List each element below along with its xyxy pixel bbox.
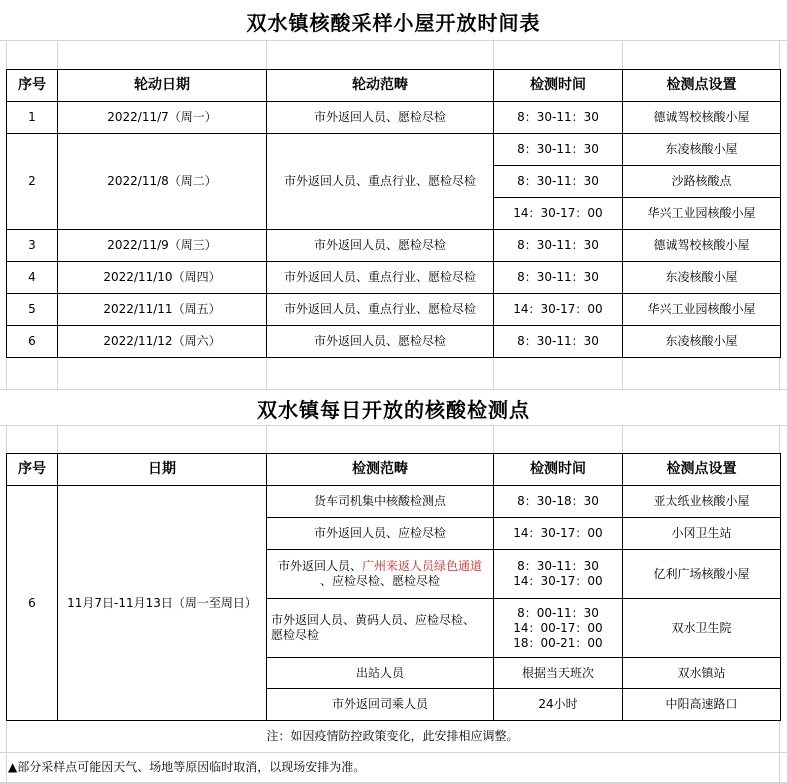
row-number: 3 — [28, 238, 36, 252]
header-cell-scope[interactable] — [267, 454, 494, 486]
scope-text: 市外返回人员、愿检尽检 — [313, 238, 446, 252]
cell-date[interactable] — [58, 134, 267, 230]
table-row — [7, 102, 781, 134]
cell-site[interactable] — [623, 166, 781, 198]
cell-time[interactable] — [494, 198, 623, 230]
header-label: 检测时间 — [530, 461, 586, 477]
cell-date[interactable] — [58, 102, 267, 134]
cell-time[interactable] — [494, 486, 623, 518]
cell-site[interactable] — [623, 326, 781, 358]
site-text: 德诚驾校核酸小屋 — [653, 110, 750, 124]
header-cell-no[interactable] — [7, 454, 58, 486]
header-label: 序号 — [18, 77, 46, 93]
row-number: 5 — [28, 302, 36, 316]
cell-site[interactable] — [623, 102, 781, 134]
cell-scope[interactable] — [267, 518, 494, 550]
header-cell-no[interactable] — [7, 70, 58, 102]
cell-site[interactable] — [623, 518, 781, 550]
cell-scope[interactable] — [267, 326, 494, 358]
site-text: 华兴工业园核酸小屋 — [647, 302, 756, 316]
cell-scope[interactable] — [267, 230, 494, 262]
cell-time[interactable] — [494, 518, 623, 550]
cell-no[interactable] — [7, 486, 58, 721]
scope-text: 市外返回人员、 — [277, 559, 362, 573]
header-label: 轮动日期 — [134, 77, 190, 93]
cell-date[interactable] — [58, 486, 267, 721]
row-number: 1 — [28, 110, 36, 124]
cell-site[interactable] — [623, 599, 781, 658]
cell-site[interactable] — [623, 134, 781, 166]
table-row — [7, 230, 781, 262]
scope-text: 出站人员 — [355, 665, 404, 680]
row-number: 6 — [28, 595, 36, 610]
date-text: 2022/11/8（周二） — [107, 174, 217, 188]
table-row — [7, 134, 781, 166]
cell-no[interactable] — [7, 262, 58, 294]
scope-text: 、应检尽检、愿检尽检 — [319, 574, 440, 588]
header-cell-site[interactable] — [623, 454, 781, 486]
row-number: 2 — [28, 174, 36, 188]
cell-scope[interactable] — [267, 658, 494, 689]
cell-scope[interactable] — [267, 294, 494, 326]
cell-site[interactable] — [623, 689, 781, 721]
scope-text: 市外返回人员、愿检尽检 — [313, 334, 446, 348]
cell-no[interactable] — [7, 102, 58, 134]
page-title[interactable]: 双水镇核酸采样小屋开放时间表 — [246, 11, 541, 35]
cell-date[interactable] — [58, 326, 267, 358]
scope-text: 市外返回人员、重点行业、愿检尽检 — [283, 270, 476, 284]
row-number: 4 — [28, 270, 36, 284]
date-text: 2022/11/9（周三） — [107, 238, 217, 252]
cell-time[interactable] — [494, 262, 623, 294]
site-text: 双水卫生院 — [671, 620, 732, 635]
cell-scope[interactable] — [267, 134, 494, 230]
cell-site[interactable] — [623, 230, 781, 262]
cell-no[interactable] — [7, 134, 58, 230]
site-text: 亿利广场核酸小屋 — [653, 566, 750, 581]
header-label: 检测点设置 — [666, 461, 737, 477]
cell-time[interactable] — [494, 599, 623, 658]
time-text: 8：30-11：30 — [517, 238, 599, 252]
daily-testing-sites-table — [6, 453, 781, 721]
time-text: 8：30-18：30 — [517, 494, 599, 508]
cell-site[interactable] — [623, 486, 781, 518]
cell-scope[interactable] — [267, 262, 494, 294]
cell-time[interactable] — [494, 102, 623, 134]
time-text: 14：30-17：00 — [513, 302, 603, 316]
cell-time[interactable] — [494, 166, 623, 198]
table-row — [7, 326, 781, 358]
time-text: 根据当天班次 — [521, 665, 594, 680]
site-text: 双水镇站 — [677, 665, 726, 680]
time-text: 8：30-11：30 — [517, 270, 599, 284]
header-label: 检测点设置 — [666, 77, 737, 93]
row-number: 6 — [28, 334, 36, 348]
time-text: 14：30-17：00 — [513, 206, 603, 220]
cell-time[interactable] — [494, 134, 623, 166]
cell-site[interactable] — [623, 294, 781, 326]
scope-text: 市外返回人员、重点行业、愿检尽检 — [283, 302, 476, 316]
cell-site[interactable] — [623, 198, 781, 230]
date-text: 2022/11/10（周四） — [103, 270, 221, 284]
cell-site[interactable] — [623, 658, 781, 689]
header-row — [7, 70, 781, 102]
site-text: 沙路核酸点 — [671, 174, 732, 188]
header-cell-date[interactable] — [58, 70, 267, 102]
table-row — [7, 262, 781, 294]
site-text: 亚太纸业核酸小屋 — [653, 494, 750, 508]
header-label: 序号 — [18, 461, 46, 477]
cell-time[interactable] — [494, 658, 623, 689]
header-label: 轮动范畴 — [352, 77, 408, 93]
policy-note[interactable]: 注：如因疫情防控政策变化，此安排相应调整。 — [266, 729, 519, 743]
date-text: 2022/11/7（周一） — [107, 110, 217, 124]
cell-no[interactable] — [7, 326, 58, 358]
site-text: 东凌核酸小屋 — [665, 334, 738, 348]
time-text: 14：30-17：00 — [513, 526, 603, 540]
cell-no[interactable] — [7, 230, 58, 262]
site-text: 德诚驾校核酸小屋 — [653, 238, 750, 252]
scope-text: 愿检尽检 — [271, 628, 320, 642]
cell-time[interactable] — [494, 689, 623, 721]
time-text: 14：30-17：00 — [513, 574, 603, 588]
site-text: 华兴工业园核酸小屋 — [647, 206, 756, 220]
cell-date[interactable] — [58, 262, 267, 294]
cell-no[interactable] — [7, 294, 58, 326]
site-text: 东凌核酸小屋 — [665, 142, 738, 156]
header-cell-time[interactable] — [494, 70, 623, 102]
header-cell-site[interactable] — [623, 70, 781, 102]
cell-date[interactable] — [58, 294, 267, 326]
site-text: 东凌核酸小屋 — [665, 270, 738, 284]
cell-date[interactable] — [58, 230, 267, 262]
cell-scope[interactable] — [267, 689, 494, 721]
cell-time[interactable] — [494, 294, 623, 326]
cell-scope[interactable] — [267, 599, 494, 658]
cell-time[interactable] — [494, 230, 623, 262]
header-label: 日期 — [148, 461, 176, 477]
site-text: 小冈卫生站 — [671, 526, 732, 540]
scope-text: 市外返回人员、重点行业、愿检尽检 — [283, 174, 476, 188]
time-text: 8：30-11：30 — [517, 110, 599, 124]
section-title[interactable]: 双水镇每日开放的核酸检测点 — [257, 398, 530, 422]
table-row — [7, 294, 781, 326]
date-text: 2022/11/12（周六） — [103, 334, 221, 348]
cell-time[interactable] — [494, 326, 623, 358]
scope-text: 货车司机集中核酸检测点 — [313, 494, 446, 508]
scope-text: 市外返回人员、应检尽检 — [313, 526, 446, 540]
footer-notice[interactable]: ▲部分采样点可能因天气、场地等原因临时取消，以现场安排为准。 — [8, 760, 366, 774]
rotation-schedule-table — [6, 69, 781, 358]
date-text: 11月7日-11月13日（周一至周日） — [67, 595, 257, 610]
site-text: 中阳高速路口 — [665, 697, 738, 711]
time-text: 14：00-17：00 — [513, 620, 603, 635]
time-text: 8：00-11：30 — [517, 605, 599, 620]
scope-text: 市外返回人员、黄码人员、应检尽检、 — [271, 613, 476, 627]
header-label: 检测时间 — [530, 77, 586, 93]
time-text: 8：30-11：30 — [517, 559, 599, 573]
scope-text: 市外返回人员、愿检尽检 — [313, 110, 446, 124]
cell-site[interactable] — [623, 550, 781, 599]
time-text: 8：30-11：30 — [517, 334, 599, 348]
cell-time[interactable] — [494, 550, 623, 599]
header-row — [7, 454, 781, 486]
cell-site[interactable] — [623, 262, 781, 294]
time-text: 8：30-11：30 — [517, 142, 599, 156]
time-text: 8：30-11：30 — [517, 174, 599, 188]
cell-scope[interactable] — [267, 486, 494, 518]
time-text: 18：00-21：00 — [513, 635, 603, 650]
scope-text: 市外返回司乘人员 — [331, 697, 428, 711]
header-cell-time[interactable] — [494, 454, 623, 486]
cell-scope[interactable] — [267, 550, 494, 599]
header-cell-scope[interactable] — [267, 70, 494, 102]
table-row — [7, 486, 781, 518]
date-text: 2022/11/11（周五） — [103, 302, 221, 316]
cell-scope[interactable] — [267, 102, 494, 134]
highlighted-scope-text: 广州来返人员绿色通道 — [362, 559, 483, 573]
header-cell-date[interactable] — [58, 454, 267, 486]
header-label: 检测范畴 — [352, 461, 408, 477]
time-text: 24小时 — [538, 697, 578, 711]
